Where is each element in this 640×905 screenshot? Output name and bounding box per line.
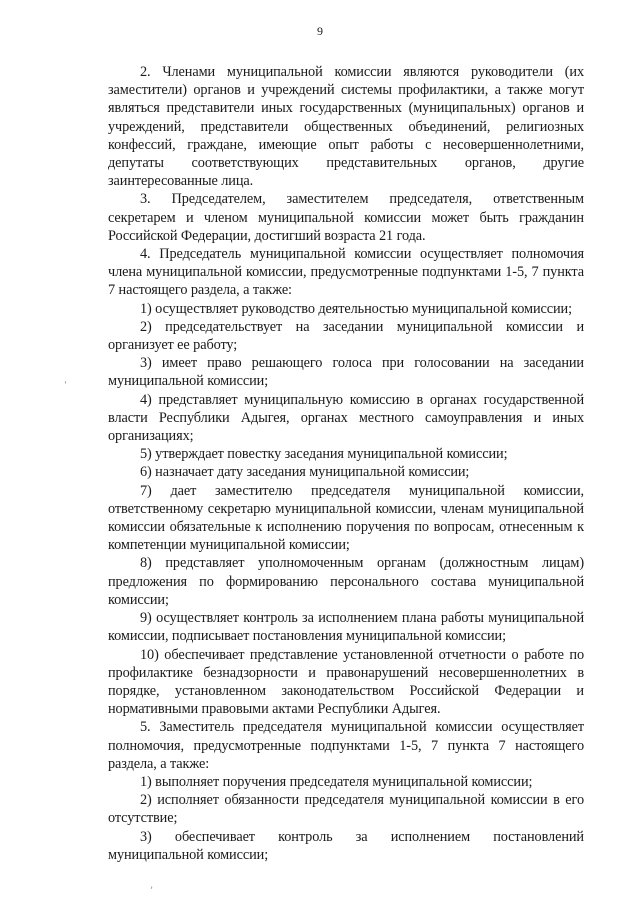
list-item: 2) председательствует на заседании муниципальной комиссии и организует ее работу; [108, 318, 584, 354]
list-item: 6) назначает дату заседания муниципальной комиссии; [140, 464, 470, 481]
list-item: 3) обеспечивает контроль за исполнением постановлений муниципальной комиссии; [108, 828, 584, 863]
paragraph: 5. Заместитель председателя муниципальной комиссии осуществляет полномочия, предусмотренные подпунктами 1-5, 7 пункта 7 настоящего раздела, а также: [108, 719, 584, 772]
paragraph: 4. Председатель муниципальной комиссии осуществляет полномочия члена муниципальной комиссии, предусмотренные подпунктами 1-5, 7 пункта 7 настоящего раздела, а также: [108, 246, 584, 299]
list-item: 7) дает заместителю председателя муниципальной комиссии, ответственному секретарю муниципальной комиссии, членам муниципальной комиссии обязательные к исполнению поручения по вопросам, отнесенным к компетенции муниципальной комиссии; [108, 482, 584, 554]
list-item: 3) имеет право решающего голоса при голосовании на заседании муниципальной комиссии; [108, 355, 584, 390]
page-number: 9 [317, 24, 323, 38]
scan-speck: ' [64, 380, 67, 391]
list-item: 10) обеспечивает представление установленной отчетности о работе по профилактике безнадзорности и правонарушений несовершеннолетних в порядке, установленном законодательством Российской Федерации и нормативными правовыми актами Республики Адыгея. [108, 646, 584, 718]
paragraph: 3. Председателем, заместителем председателя, ответственным секретарем и членом муниципальной комиссии может быть гражданин Российской Федерации, достигший возраста 21 года. [108, 191, 584, 244]
list-item: 1) осуществляет руководство деятельностью муниципальной комиссии; [140, 300, 572, 317]
scan-speck: , [150, 880, 154, 891]
list-item: 9) осуществляет контроль за исполнением плана работы муниципальной комиссии, подписывает постановления муниципальной комиссии; [108, 610, 584, 645]
list-item: 4) представляет муниципальную комиссию в органах государственной власти Республики Адыгея, органах местного самоуправления и иных организациях; [108, 391, 584, 445]
paragraph: 2. Членами муниципальной комиссии являются руководители (их заместители) органов и учреждений системы профилактики, а также могут являться представители иных государственных (муниципальных) органов и учреждений, представители общественных объединений, религиозных конфессий, граждане, имеющие опыт работы с несовершеннолетними, депутаты соответствующих представительных органов, другие заинтересованные лица. [108, 64, 584, 190]
list-item: 5) утверждает повестку заседания муниципальной комиссии; [140, 446, 508, 463]
list-item: 1) выполняет поручения председателя муниципальной комиссии; [140, 773, 533, 790]
document-body [108, 63, 584, 864]
list-item: 2) исполняет обязанности председателя муниципальной комиссии в его отсутствие; [108, 792, 584, 827]
list-item: 8) представляет уполномоченным органам (должностным лицам) предложения по формированию персонального состава муниципальной комиссии; [108, 555, 584, 608]
